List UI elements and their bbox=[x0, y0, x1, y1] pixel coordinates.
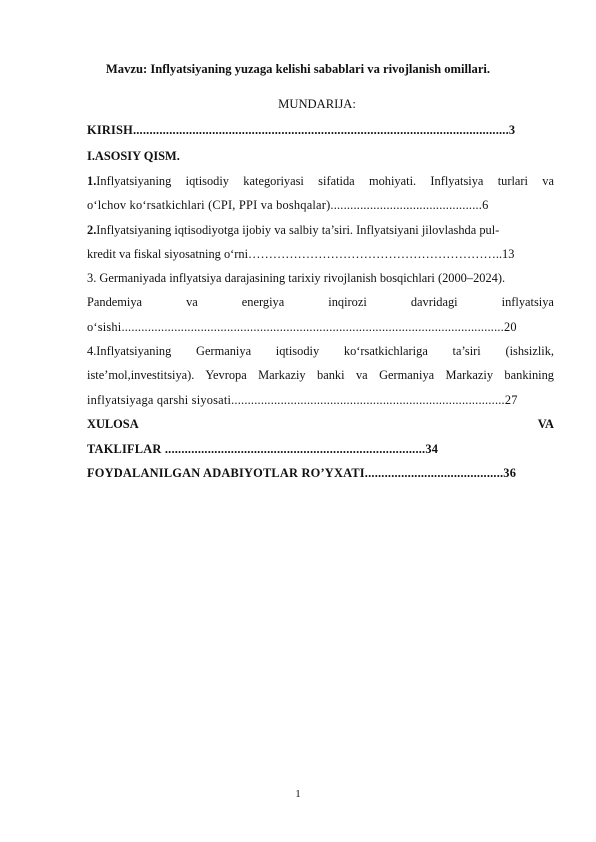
toc-entry-2-line2[interactable]: kredit va fiskal siyosatning o‘rni……………………………………………………..13 bbox=[87, 247, 515, 261]
toc-entry-1-number: 1. bbox=[87, 174, 97, 188]
toc-entry-conclusion[interactable] bbox=[87, 414, 554, 434]
toc-entry-3-line3[interactable]: o‘sishi....................................................................................................................20 bbox=[87, 320, 517, 334]
word: energiya bbox=[241, 295, 285, 309]
word: inflyatsiya bbox=[501, 295, 554, 309]
conclusion-word: XULOSA bbox=[87, 417, 139, 431]
word: davridagi bbox=[410, 295, 458, 309]
toc-main-part-heading: I.ASOSIY QISM. bbox=[87, 149, 180, 163]
word: va bbox=[186, 295, 198, 309]
toc-entry-4-line2[interactable]: iste’mol,investitsiya). Yevropa Markaziy banki va Germaniya Markaziy bankining bbox=[87, 368, 554, 382]
word: Pandemiya bbox=[87, 295, 143, 309]
toc-entry-intro[interactable]: KIRISH..................................................................................................................3 bbox=[87, 123, 516, 137]
toc-entry-3-line2[interactable] bbox=[87, 292, 554, 312]
toc-entry-4-line1[interactable]: 4.Inflyatsiyaning Germaniya iqtisodiy ko‘rsatkichlariga ta’siri (ishsizlik, bbox=[87, 344, 554, 358]
topic-title: Mavzu: Inflyatsiyaning yuzaga kelishi sabablari va rivojlanish omillari. bbox=[105, 62, 491, 76]
toc-entry-2-text: Inflyatsiyaning iqtisodiyotga ijobiy va salbiy ta’siri. Inflyatsiyani jilovlashda pul- bbox=[96, 223, 500, 237]
toc-entry-4-line3[interactable]: inflyatsiyaga qarshi siyosati...................................................................................27 bbox=[87, 393, 518, 407]
toc-entry-3-line1[interactable]: 3. Germaniyada inflyatsiya darajasining tarixiy rivojlanish bosqichlari (2000–2024). bbox=[87, 271, 506, 285]
toc-entry-1-line1[interactable] bbox=[87, 171, 554, 191]
toc-entry-proposals[interactable]: TAKLIFLAR ...............................................................................34 bbox=[87, 442, 439, 456]
toc-entry-references[interactable]: FOYDALANILGAN ADABIYOTLAR RO’YXATI..........................................36 bbox=[87, 466, 517, 480]
toc-entry-2-line1[interactable] bbox=[87, 220, 554, 240]
toc-heading: MUNDARIJA: bbox=[278, 97, 356, 111]
page-number: 1 bbox=[295, 788, 301, 800]
conclusion-word-and: VA bbox=[537, 417, 554, 431]
toc-entry-1-line2[interactable]: o‘lchov ko‘rsatkichlari (CPI, PPI va boshqalar)..............................................6 bbox=[87, 198, 489, 212]
toc-entry-2-number: 2. bbox=[87, 223, 97, 237]
toc-entry-1-text: Inflyatsiyaning iqtisodiy kategoriyasi sifatida mohiyati. Inflyatsiya turlari va bbox=[96, 174, 554, 188]
word: inqirozi bbox=[328, 295, 367, 309]
